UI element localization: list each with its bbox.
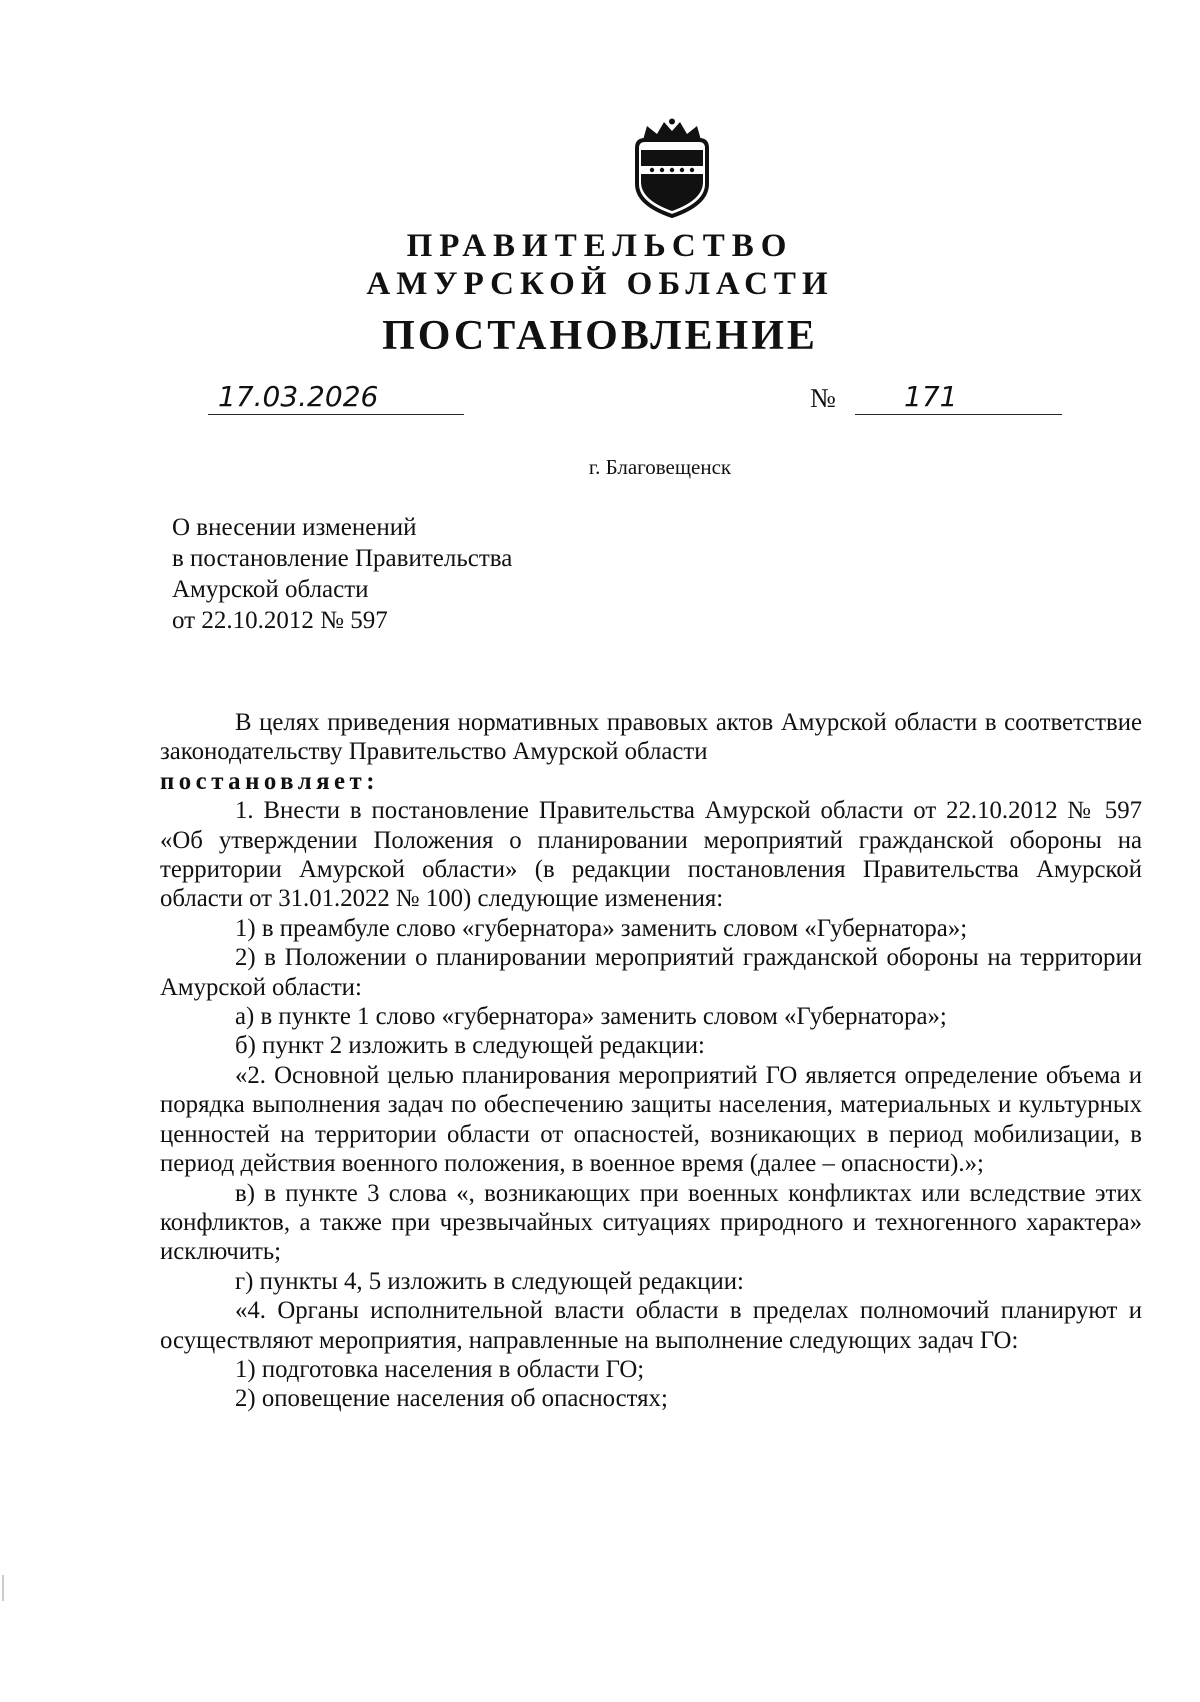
subitem-2v-paragraph: в) в пункте 3 слова «, возникающих при военных конфликтах или вследствие этих конфликтов, а также при чрезвычайных ситуациях природного и техногенного характера» исключить; xyxy=(160,1179,1142,1266)
subitem-2a-paragraph: а) в пункте 1 слово «губернатора» заменить словом «Губернатора»; xyxy=(235,1003,947,1031)
government-title: ПРАВИТЕЛЬСТВО xyxy=(406,228,794,264)
document-number: 171 xyxy=(904,380,958,413)
quoted-point-2-paragraph: «2. Основной целью планирования мероприятий ГО является определение объема и порядка выполнения задач по обеспечению защиты населения, материальных и культурных ценностей на территории области от опасностей, возникающих в период мобилизации, в период действия военного положения, в военное время (далее – опасности).»; xyxy=(160,1061,1142,1178)
number-sign: № xyxy=(810,383,836,413)
subitem-2-paragraph: 2) в Положении о планировании мероприятий гражданской обороны на территории Амурской области: xyxy=(160,944,1142,1001)
subitem-2g-paragraph: г) пункты 4, 5 изложить в следующей редакции: xyxy=(235,1267,744,1295)
region-title: АМУРСКОЙ ОБЛАСТИ xyxy=(366,266,834,302)
subitem-2b-paragraph: б) пункт 2 изложить в следующей редакции: xyxy=(235,1032,705,1060)
intro-paragraph: В целях приведения нормативных правовых актов Амурской области в соответствие законодательству Правительство Амурской области xyxy=(160,709,1142,766)
task-2-paragraph: 2) оповещение населения об опасностях; xyxy=(235,1385,668,1413)
item-1-paragraph: 1. Внести в постановление Правительства Амурской области от 22.10.2012 № 597 «Об утверждении Положения о планировании мероприятий гражданской обороны на территории Амурской области» (в редакции постановления Правительства Амурской области от 31.01.2022 № 100) следующие изменения: xyxy=(160,797,1142,913)
document-date: 17.03.2026 xyxy=(218,380,379,413)
subitem-1-paragraph: 1) в преамбуле слово «губернатора» заменить словом «Губернатора»; xyxy=(235,914,968,942)
document-type-title: ПОСТАНОВЛЕНИЕ xyxy=(382,313,818,359)
date-underline xyxy=(208,414,464,415)
subject-line: О внесении изменений xyxy=(172,514,417,541)
issue-city: г. Благовещенск xyxy=(588,455,732,479)
number-underline xyxy=(855,414,1062,415)
document-body xyxy=(160,708,1142,1414)
subject-line: Амурской области xyxy=(172,576,369,603)
task-1-paragraph: 1) подготовка населения в области ГО; xyxy=(235,1355,645,1383)
scan-edge-mark xyxy=(2,1575,4,1601)
amur-region-coat-of-arms-icon xyxy=(631,118,713,218)
document-subject xyxy=(172,512,512,636)
subject-line: в постановление Правительства xyxy=(172,545,513,572)
subject-line: от 22.10.2012 № 597 xyxy=(172,607,388,634)
quoted-point-4-paragraph: «4. Органы исполнительной власти области в пределах полномочий планируют и осуществляют мероприятия, направленные на выполнение следующих задач ГО: xyxy=(160,1297,1142,1354)
resolves-word: постановляет: xyxy=(160,767,379,795)
